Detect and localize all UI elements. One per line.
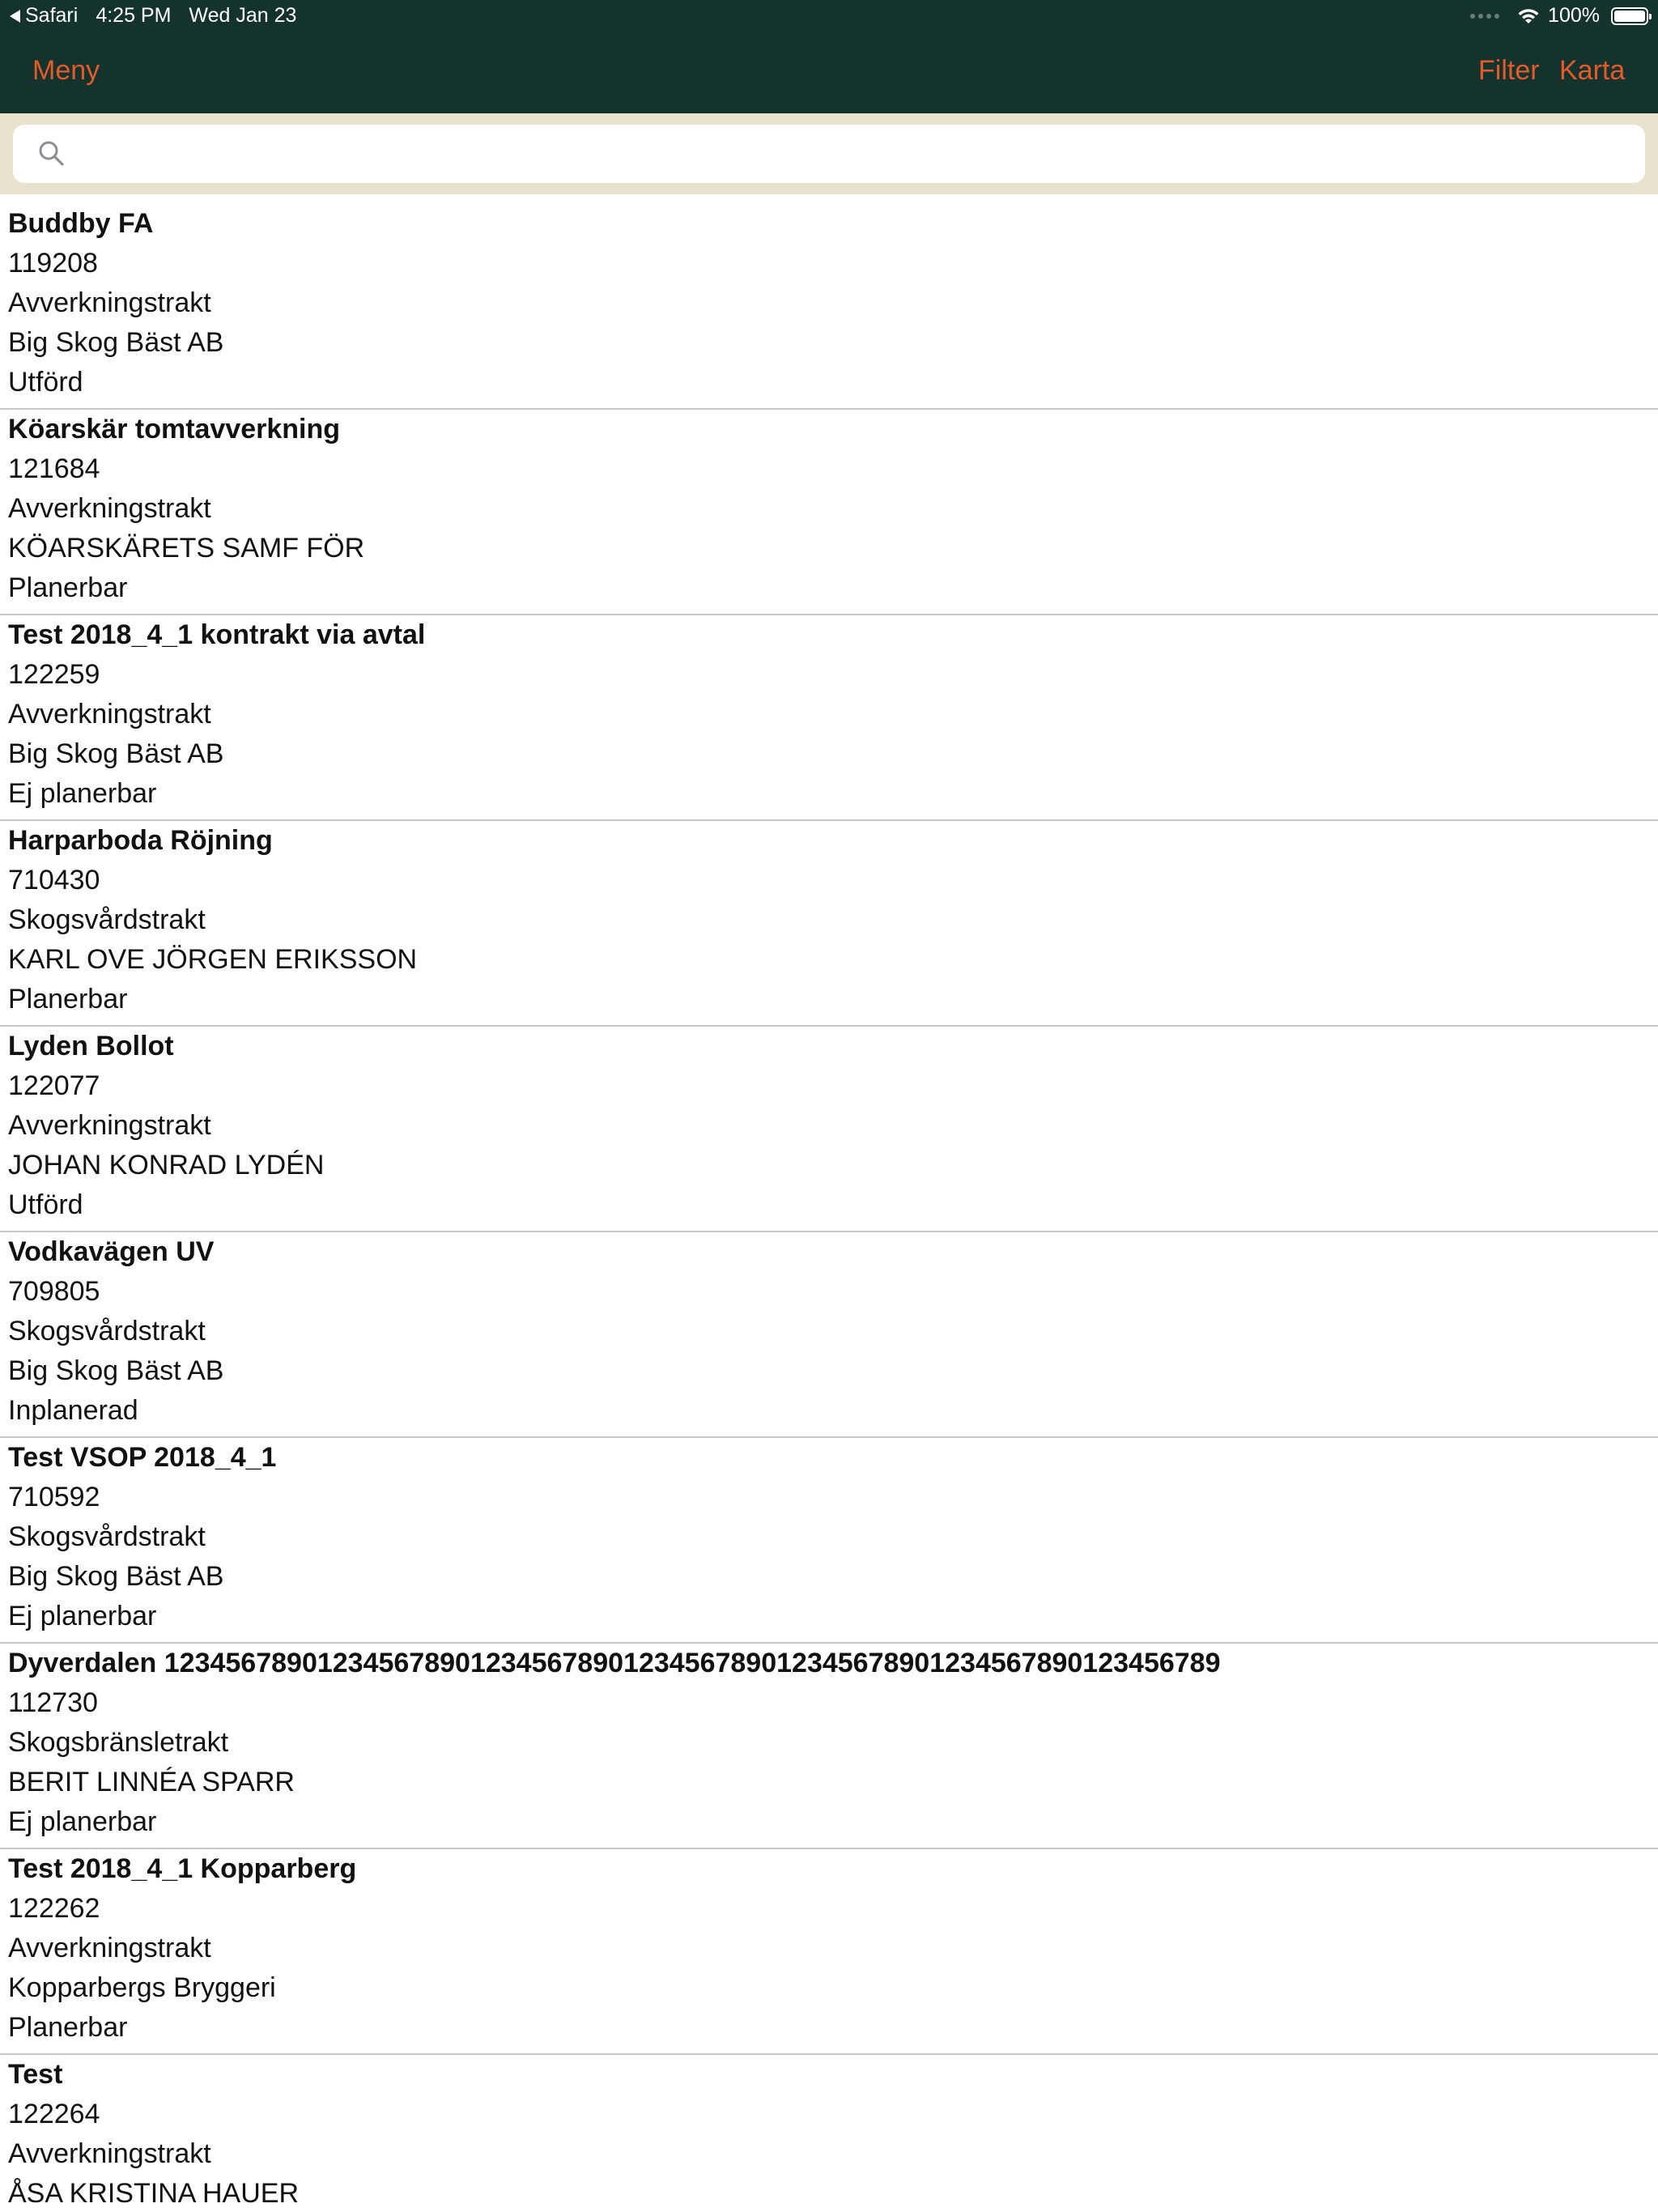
item-owner: KARL OVE JÖRGEN ERIKSSON (8, 944, 418, 975)
search-icon (37, 139, 66, 168)
item-id: 122077 (8, 1070, 100, 1101)
item-id: 122259 (8, 659, 100, 690)
item-owner: Big Skog Bäst AB (8, 1561, 224, 1592)
item-status: Utförd (8, 1189, 83, 1220)
item-name: Buddby FA (8, 208, 154, 239)
back-arrow-icon (10, 10, 20, 23)
item-type: Avverkningstrakt (8, 1110, 211, 1141)
list-item[interactable] (0, 204, 1658, 410)
list-item[interactable] (0, 1438, 1658, 1644)
status-right (1470, 4, 1648, 28)
item-id: 122264 (8, 2099, 100, 2129)
item-id: 122262 (8, 1893, 100, 1924)
trakt-list (0, 204, 1658, 2212)
list-item[interactable] (0, 410, 1658, 615)
list-item[interactable] (0, 1644, 1658, 1849)
cellular-signal-icon (1470, 14, 1499, 19)
header (0, 0, 1658, 113)
item-type: Avverkningstrakt (8, 493, 211, 524)
item-id: 710430 (8, 865, 100, 895)
wifi-icon (1517, 7, 1540, 25)
item-owner: Big Skog Bäst AB (8, 327, 224, 358)
item-status: Inplanerad (8, 1395, 138, 1426)
list-item[interactable] (0, 615, 1658, 821)
item-owner: Big Skog Bäst AB (8, 738, 224, 769)
filter-button[interactable]: Filter (1478, 55, 1540, 86)
item-name: Test 2018_4_1 kontrakt via avtal (8, 619, 426, 650)
list-item[interactable] (0, 1232, 1658, 1438)
item-type: Avverkningstrakt (8, 2138, 211, 2169)
navigation-bar (0, 32, 1658, 113)
item-id: 709805 (8, 1276, 100, 1307)
item-id: 710592 (8, 1482, 100, 1512)
menu-button[interactable]: Meny (32, 55, 100, 86)
back-to-app[interactable] (10, 4, 78, 28)
item-name: Test VSOP 2018_4_1 (8, 1442, 277, 1473)
item-status: Ej planerbar (8, 1806, 157, 1837)
item-name: Dyverdalen 123456789012345678901234567890123456789012345678901234567890123456789 (8, 1648, 1221, 1678)
item-id: 121684 (8, 453, 100, 484)
search-bar (0, 113, 1658, 194)
list-item[interactable] (0, 2055, 1658, 2212)
item-id: 119208 (8, 248, 98, 279)
item-type: Skogsbränsletrakt (8, 1727, 229, 1758)
battery-icon (1611, 7, 1648, 25)
item-owner: BERIT LINNÉA SPARR (8, 1767, 295, 1797)
item-type: Avverkningstrakt (8, 1933, 211, 1963)
search-box[interactable] (13, 125, 1645, 183)
item-type: Avverkningstrakt (8, 287, 211, 318)
map-button[interactable]: Karta (1559, 55, 1626, 86)
battery-percent: 100% (1548, 4, 1600, 27)
item-status: Ej planerbar (8, 778, 157, 809)
status-date: Wed Jan 23 (189, 4, 297, 27)
back-app-label: Safari (25, 4, 79, 27)
item-name: Lyden Bollot (8, 1031, 174, 1061)
list-item[interactable] (0, 1027, 1658, 1232)
item-id: 112730 (8, 1687, 98, 1718)
item-status: Utförd (8, 367, 83, 398)
item-name: Köarskär tomtavverkning (8, 414, 341, 445)
search-input[interactable] (78, 133, 1619, 177)
item-status: Planerbar (8, 2012, 128, 2043)
status-left (10, 4, 296, 28)
item-type: Skogsvårdstrakt (8, 1521, 206, 1552)
item-owner: Big Skog Bäst AB (8, 1355, 224, 1386)
list-item[interactable] (0, 821, 1658, 1027)
item-name: Harparboda Röjning (8, 825, 273, 856)
item-status: Planerbar (8, 984, 128, 1015)
item-type: Skogsvårdstrakt (8, 904, 206, 935)
status-bar (0, 0, 1658, 32)
item-name: Test (8, 2059, 63, 2090)
status-time: 4:25 PM (96, 4, 172, 27)
item-type: Avverkningstrakt (8, 699, 211, 730)
item-name: Test 2018_4_1 Kopparberg (8, 1853, 357, 1884)
item-owner: ÅSA KRISTINA HAUER (8, 2178, 299, 2209)
item-status: Ej planerbar (8, 1601, 157, 1631)
item-name: Vodkavägen UV (8, 1236, 215, 1267)
item-owner: JOHAN KONRAD LYDÉN (8, 1150, 325, 1180)
item-type: Skogsvårdstrakt (8, 1316, 206, 1346)
item-status: Planerbar (8, 572, 128, 603)
item-owner: KÖARSKÄRETS SAMF FÖR (8, 533, 365, 564)
list-item[interactable] (0, 1849, 1658, 2055)
item-owner: Kopparbergs Bryggeri (8, 1972, 276, 2003)
